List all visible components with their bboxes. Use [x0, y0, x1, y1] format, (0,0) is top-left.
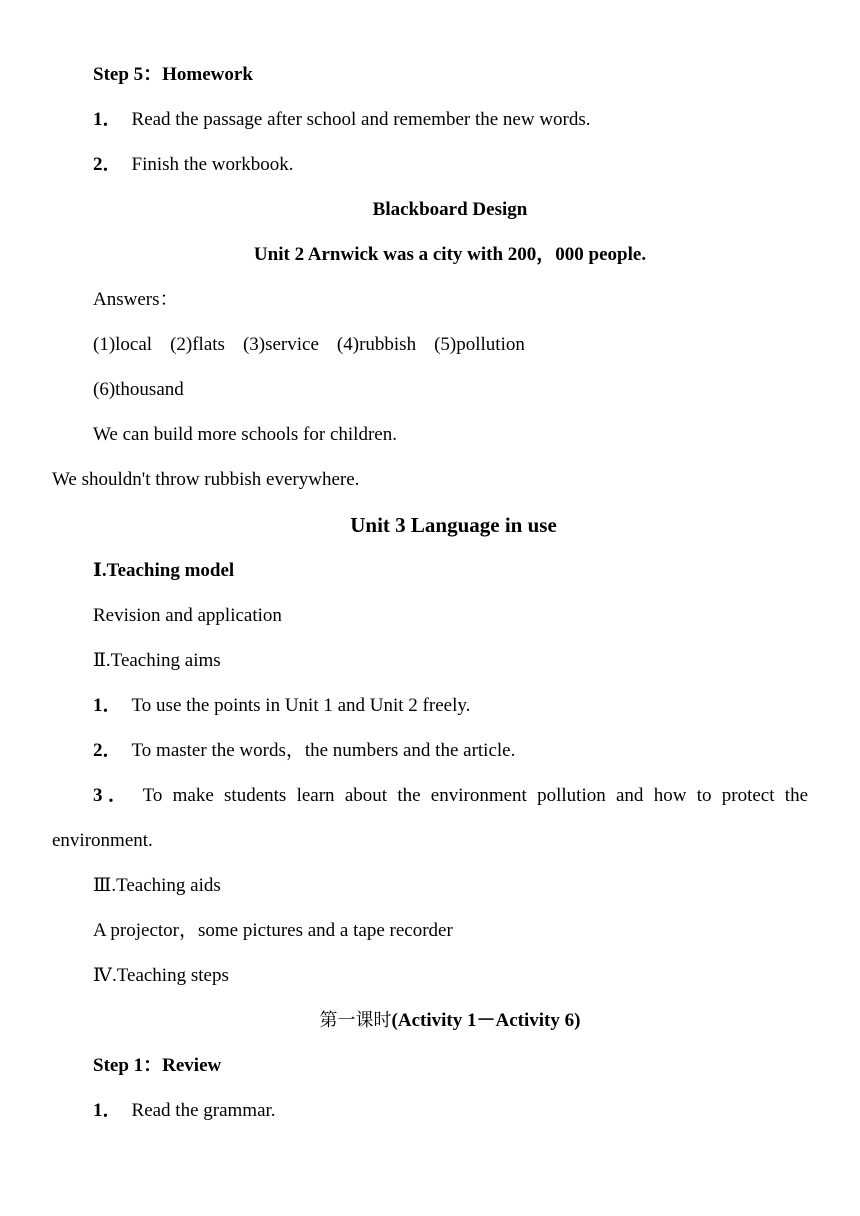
aim-item-number: 1．: [93, 695, 122, 716]
step1-item-text: Read the grammar.: [131, 1100, 276, 1121]
teaching-aids-text: A projector，some pictures and a tape recorder: [93, 920, 453, 941]
homework-item-number: 2．: [93, 154, 122, 175]
answer-item: (2)flats: [170, 334, 225, 355]
teaching-aids-heading: Ⅲ.Teaching aids: [93, 875, 221, 896]
blackboard-sentence-2: We shouldn't throw rubbish everywhere.: [52, 469, 360, 490]
teaching-model-text: Revision and application: [93, 605, 282, 626]
blackboard-sentence-1: We can build more schools for children.: [93, 424, 397, 445]
lesson-title-en: (Activity 1－Activity 6): [391, 1010, 581, 1031]
lesson-title: [0, 1009, 860, 1033]
aim-item-text: To make students learn about the environment pollution and how to protect the: [142, 785, 808, 806]
aim-item-3-continuation: environment.: [52, 830, 153, 851]
aim-item-2: [93, 739, 515, 763]
aim-item-3: [93, 784, 808, 808]
blackboard-title: Blackboard Design: [372, 199, 528, 220]
aim-item-number: 2．: [93, 740, 122, 761]
answer-item: (4)rubbish: [336, 334, 417, 355]
teaching-aims-heading: Ⅱ.Teaching aims: [93, 650, 221, 671]
answer-item: (3)service: [242, 334, 319, 355]
aim-item-1: [93, 694, 470, 718]
answers-label: Answers：: [93, 289, 179, 310]
step1-item-1: [93, 1099, 276, 1123]
homework-item-text: Finish the workbook.: [131, 154, 294, 175]
step1-heading: Step 1：Review: [93, 1055, 222, 1076]
homework-item-text: Read the passage after school and remember the new words.: [131, 109, 591, 130]
aim-item-number: 3．: [93, 785, 133, 806]
lesson-title-cn: 第一课时: [319, 1010, 392, 1031]
teaching-model-heading: Ⅰ.Teaching model: [93, 560, 235, 581]
step5-heading: Step 5：Homework: [93, 64, 253, 85]
aim-item-text: To use the points in Unit 1 and Unit 2 freely.: [131, 695, 471, 716]
homework-item-number: 1．: [93, 109, 122, 130]
answer-item: (1)local: [93, 334, 153, 355]
blackboard-subtitle: Unit 2 Arnwick was a city with 200，000 people.: [253, 244, 647, 265]
step1-item-number: 1．: [93, 1100, 122, 1121]
unit3-title: Unit 3 Language in use: [350, 513, 557, 537]
teaching-steps-heading: Ⅳ.Teaching steps: [93, 965, 229, 986]
aim-item-text: To master the words，the numbers and the article.: [131, 740, 516, 761]
homework-item-1: [93, 108, 591, 132]
homework-item-2: [93, 153, 294, 177]
answers-line-2: (6)thousand: [93, 379, 184, 400]
answer-item: (5)pollution: [434, 334, 525, 355]
answers-line-1: [93, 333, 525, 357]
